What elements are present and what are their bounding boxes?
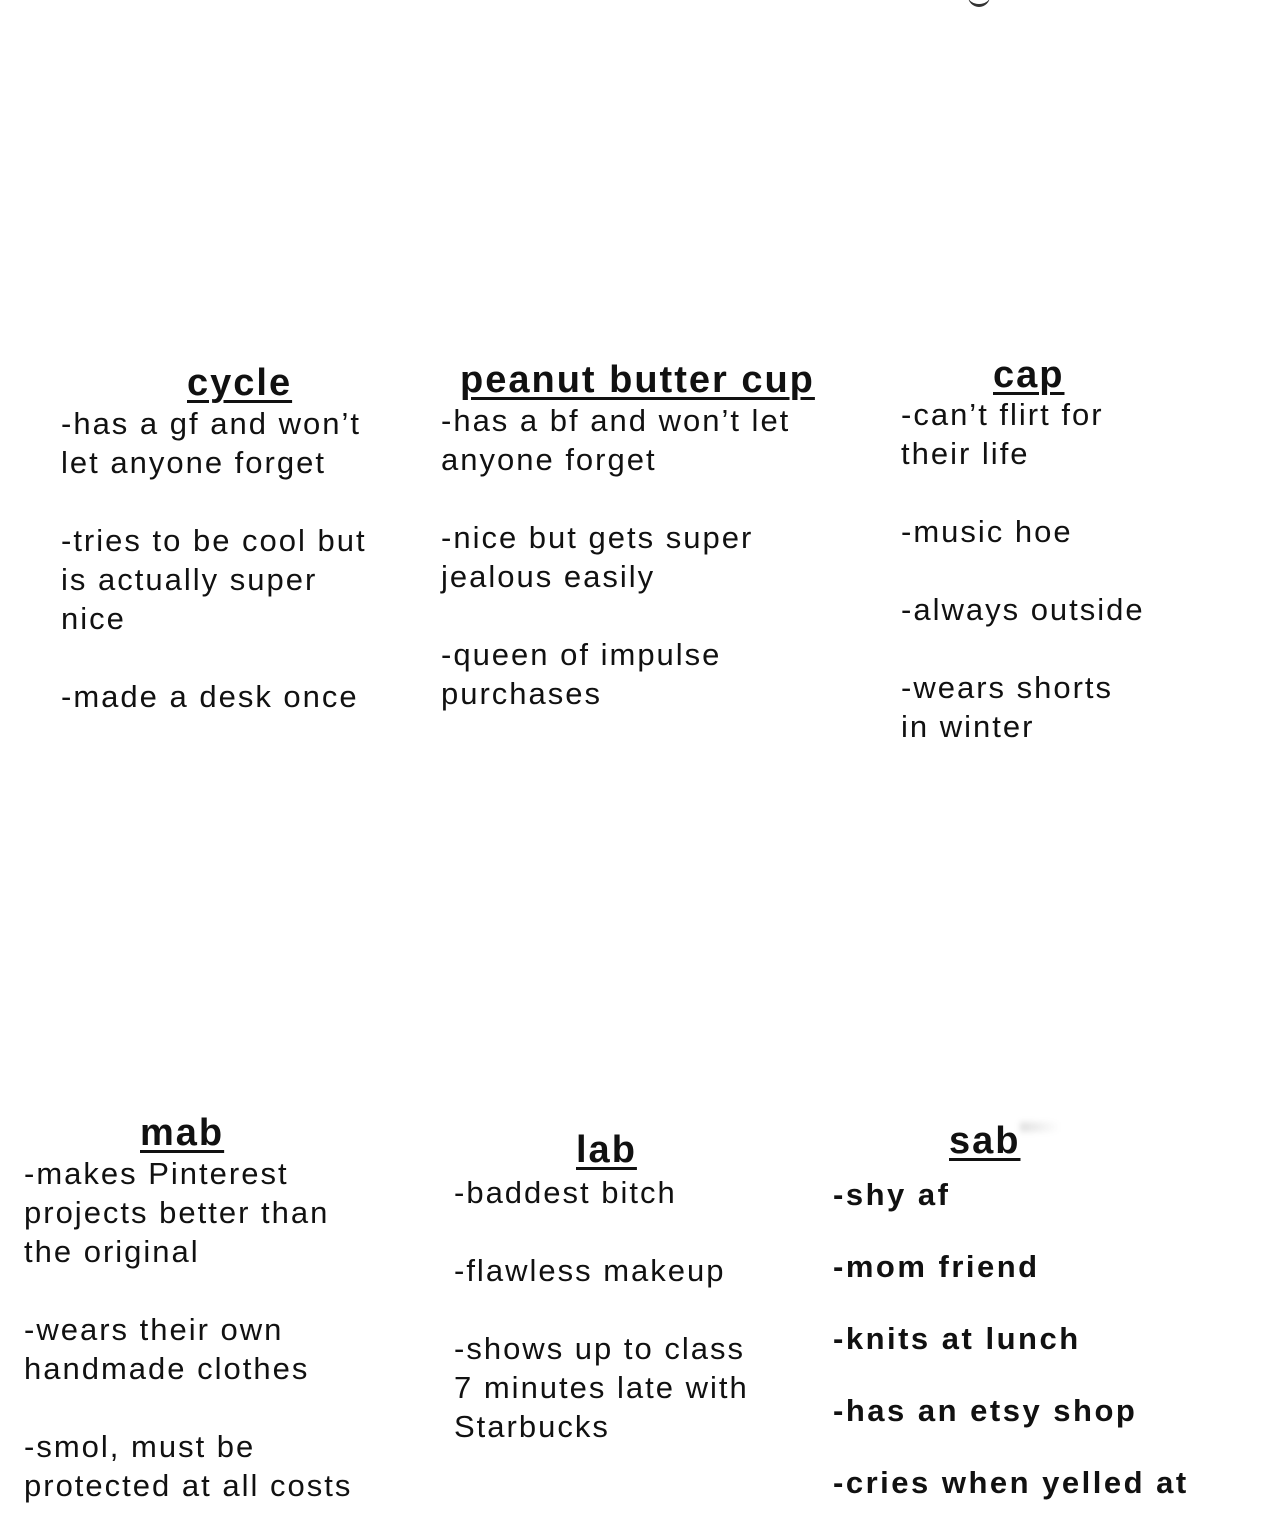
trait-item: -wears their own handmade clothes (24, 1312, 310, 1386)
traits-cycle (61, 404, 367, 716)
traits-sab (833, 1175, 1189, 1502)
trait-item: -shows up to class 7 minutes late with Starbucks (454, 1331, 749, 1444)
trait-item: -makes Pinterest projects better than the original (24, 1156, 330, 1269)
trait-item: -has a bf and won’t let anyone forget (441, 403, 791, 477)
heading-sab: sab (949, 1120, 1021, 1162)
trait-item: -baddest bitch (454, 1175, 677, 1210)
heading-peanut-butter-cup: peanut butter cup (460, 359, 815, 401)
traits-mab (24, 1154, 352, 1505)
trait-item: -made a desk once (61, 679, 359, 714)
trait-item: -queen of impulse purchases (441, 637, 722, 711)
trait-item: -mom friend (833, 1249, 1040, 1284)
trait-item: -always outside (901, 592, 1145, 627)
trait-item: -can’t flirt for their life (901, 397, 1104, 471)
traits-cap (901, 395, 1145, 746)
trait-item: -has an etsy shop (833, 1393, 1138, 1428)
trait-item: -smol, must be protected at all costs (24, 1429, 353, 1503)
trait-item: -has a gf and won’t let anyone forget (61, 406, 361, 480)
heading-cap: cap (993, 354, 1065, 396)
trait-item: -flawless makeup (454, 1253, 726, 1288)
traits-peanut-butter-cup (441, 401, 790, 713)
heading-mab: mab (140, 1112, 225, 1154)
heading-cycle: cycle (187, 362, 293, 404)
trait-item: -tries to be cool but is actually super nice (61, 523, 367, 636)
trait-item: -knits at lunch (833, 1321, 1081, 1356)
trait-item: -music hoe (901, 514, 1073, 549)
heading-lab: lab (576, 1129, 637, 1171)
cropped-text-fragment (968, 0, 990, 7)
trait-item: -cries when yelled at (833, 1465, 1189, 1500)
trait-item: -wears shorts in winter (901, 670, 1114, 744)
smudge-decoration (1020, 1122, 1060, 1132)
trait-item: -nice but gets super jealous easily (441, 520, 754, 594)
traits-lab (454, 1173, 749, 1446)
trait-item: -shy af (833, 1177, 951, 1212)
